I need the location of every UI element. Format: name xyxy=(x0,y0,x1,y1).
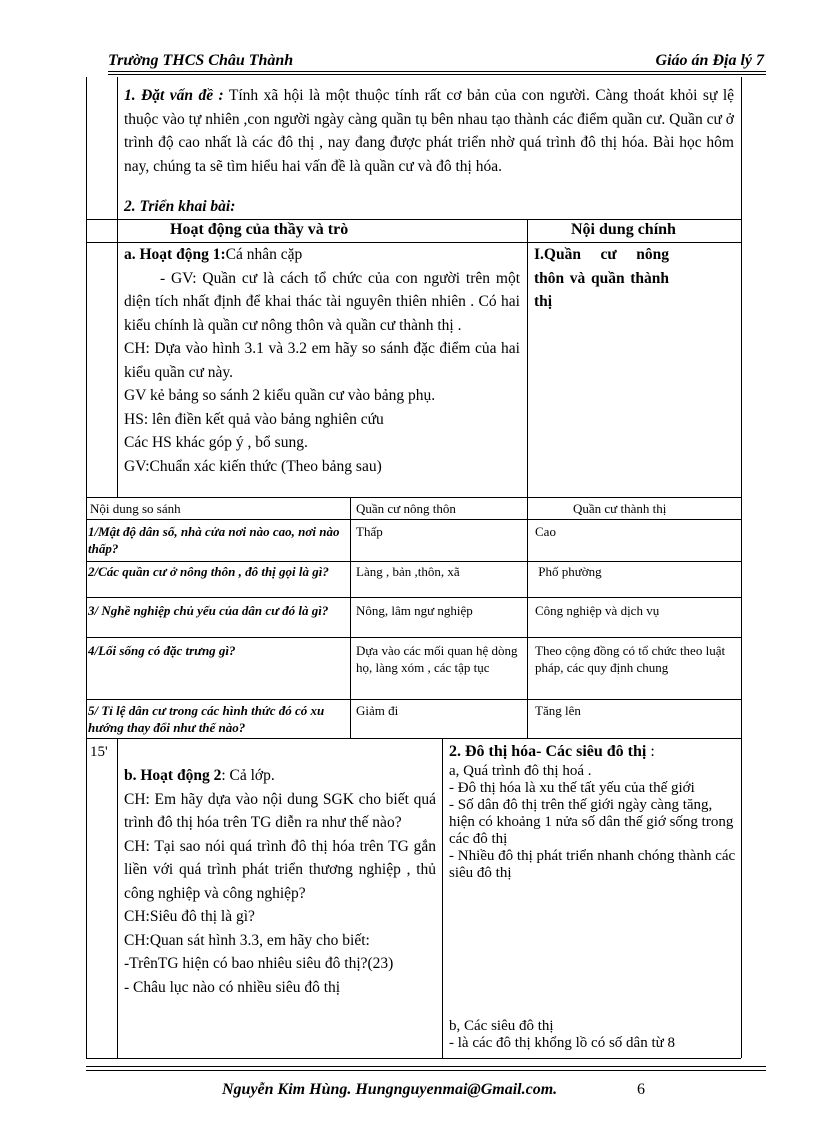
compare-row-4-urban: Theo cộng đồng có tổ chức theo luật pháp, các quy định chung xyxy=(535,643,726,675)
activity-2-line: CH:Quan sát hình 3.3, em hãy cho biết: xyxy=(124,931,370,949)
compare-column-divider xyxy=(350,497,351,738)
compare-row-2-urban: Phố phường xyxy=(535,564,602,579)
header-divider-2 xyxy=(108,74,766,75)
compare-column-divider xyxy=(527,497,528,738)
column-header-activities: Hoạt động của thầy và trò xyxy=(170,221,349,238)
compare-row-1-criteria: 1/Mật độ dân số, nhà cửa nơi nào cao, nơi nào thấp? xyxy=(88,524,340,556)
content-urbanization-line: - Đô thị hóa là xu thế tất yếu của thế giới xyxy=(449,780,695,796)
table-border-left xyxy=(86,738,87,1058)
author-footer: Nguyễn Kim Hùng. Hungnguyenmai@Gmail.com. xyxy=(222,1081,558,1098)
compare-row-5-urban: Tăng lên xyxy=(535,703,581,718)
activity-1-title: a. Hoạt động 1: xyxy=(124,246,226,263)
content-urbanization-title: 2. Đô thị hóa- Các siêu đô thị xyxy=(449,743,647,760)
compare-header-urban: Quần cư thành thị xyxy=(573,501,667,516)
page-number: 6 xyxy=(637,1081,645,1098)
content-quan-cu: I.Quần cư nông thôn và quần thành thị xyxy=(534,246,669,310)
content-megacity-heading: b, Các siêu đô thị xyxy=(449,1018,554,1034)
section-heading: 2. Triển khai bài: xyxy=(124,198,236,215)
table-border-right xyxy=(741,77,742,497)
activity-2-mode: : Cả lớp. xyxy=(221,767,275,784)
content-megacity xyxy=(449,1018,736,1052)
activity-2-line: CH: Em hãy dựa vào nội dung SGK cho biết quá trình đô thị hóa trên TG diễn ra như thế nào? xyxy=(124,790,436,831)
content-urbanization-line: - Nhiều đô thị phát triển nhanh chóng thành các siêu đô thị xyxy=(449,848,736,881)
table-inner-border xyxy=(117,77,118,497)
intro-text: Tính xã hội là một thuộc tính rất cơ bản của con người. Càng thoát khỏi sự lệ thuộc vào tự nhiên ,con người ngày càng quần tụ bên nhau tạo thành các điểm quần cư. Quần cư ở trình độ cao nhất là các đô thị , nay đang được phát triển nhờ quá trình đô thị hóa. Bài học hôm nay, chúng ta sẽ tìm hiểu hai vấn đề là quần cư và đô thị hóa. xyxy=(124,87,735,175)
compare-header-criteria: Nội dung so sánh xyxy=(90,501,181,516)
row-divider xyxy=(86,219,741,220)
compare-row-divider xyxy=(86,561,741,562)
table-inner-border xyxy=(117,738,118,1058)
compare-row-2-rural: Làng , bản ,thôn, xã xyxy=(356,564,460,579)
compare-row-2-criteria: 2/Các quần cư ở nông thôn , đô thị gọi là gì? xyxy=(88,564,329,579)
subject-title: Giáo án Địa lý 7 xyxy=(655,52,764,69)
activity-2-title: b. Hoạt động 2 xyxy=(124,767,222,784)
compare-row-5-criteria: 5/ Tỉ lệ dân cư trong các hình thức đó có xu hướng thay đổi như thế nào? xyxy=(88,703,325,735)
table-bottom-border xyxy=(86,1058,741,1059)
table-border-left xyxy=(86,77,87,497)
compare-border-right xyxy=(741,497,742,738)
footer-divider xyxy=(86,1066,766,1067)
school-name: Trường THCS Châu Thành xyxy=(108,52,294,69)
activity-2-line: CH: Tại sao nói quá trình đô thị hóa trên TG gắn liền với quá trình phát triển thương nghiệp , thủ công nghiệp và công nghiệp? xyxy=(124,837,436,902)
compare-row-divider xyxy=(86,699,741,700)
table-border-right xyxy=(741,738,742,1058)
activity-2-line: -TrênTG hiện có bao nhiêu siêu đô thị?(23) xyxy=(124,955,394,972)
footer-divider-2 xyxy=(86,1070,766,1071)
compare-table-top xyxy=(86,497,741,498)
intro-heading: 1. Đặt vấn đề : xyxy=(124,87,224,104)
content-urbanization-line: - Số dân đô thị trên thế giới ngày càng tăng, hiện có khoảng 1 nửa số dân thế giớ sống trong các đô thị xyxy=(449,797,734,847)
activity-1-line: GV:Chuẩn xác kiến thức (Theo bảng sau) xyxy=(124,457,382,475)
activity-1-line: Các HS khác góp ý , bổ sung. xyxy=(124,434,308,451)
content-urbanization-title-tail: : xyxy=(646,743,655,760)
activity-1 xyxy=(124,243,520,478)
activity-1-line: CH: Dựa vào hình 3.1 và 3.2 em hãy so sánh đặc điểm của hai kiểu quần cư này. xyxy=(124,340,520,381)
activity-1-line: HS: lên điền kết quả vào bảng nghiên cứu xyxy=(124,410,384,428)
activity-1-line: - GV: Quần cư là cách tổ chức của con người trên một diện tích nhất định để khai thác tài nguyên thiên nhiên . Có hai kiểu chính là quần cư nông thôn và quần cư thành thị . xyxy=(124,269,520,334)
compare-row-4-rural: Dựa vào các mối quan hệ dòng họ, làng xóm , các tập tục xyxy=(356,643,518,675)
activity-2-line: CH:Siêu đô thị là gì? xyxy=(124,908,255,925)
header-divider xyxy=(108,71,766,72)
compare-row-divider xyxy=(86,519,741,520)
intro-block xyxy=(124,84,734,178)
compare-row-5-rural: Giảm đi xyxy=(356,703,399,718)
activity-2 xyxy=(124,764,436,999)
content-urbanization-line: a, Quá trình đô thị hoá . xyxy=(449,763,592,779)
column-divider xyxy=(442,738,443,1058)
compare-border-left xyxy=(86,497,87,738)
column-divider xyxy=(527,219,528,497)
compare-row-1-urban: Cao xyxy=(535,524,556,539)
activity-1-line: GV kẻ bảng so sánh 2 kiểu quần cư vào bảng phụ. xyxy=(124,387,436,404)
activity-2-line: - Châu lục nào có nhiều siêu đô thị xyxy=(124,978,341,996)
time-allocation: 15' xyxy=(90,744,108,760)
compare-row-divider xyxy=(86,637,741,638)
compare-row-3-criteria: 3/ Nghề nghiệp chủ yếu của dân cư đó là gì? xyxy=(88,603,329,618)
activity-1-mode: Cá nhân cặp xyxy=(225,246,303,263)
compare-row-4-criteria: 4/Lối sống có đặc trưng gì? xyxy=(88,643,236,658)
compare-table-bottom xyxy=(86,738,741,739)
compare-row-3-rural: Nông, lâm ngư nghiệp xyxy=(356,603,473,618)
compare-row-1-rural: Thấp xyxy=(356,524,383,539)
content-urbanization xyxy=(449,743,736,882)
compare-row-divider xyxy=(86,597,741,598)
column-header-content: Nội dung chính xyxy=(571,221,676,238)
compare-row-3-urban: Công nghiệp và dịch vụ xyxy=(535,603,660,618)
content-megacity-line: - là các đô thị khổng lồ có số dân từ 8 xyxy=(449,1035,675,1051)
compare-header-rural: Quần cư nông thôn xyxy=(356,501,456,516)
